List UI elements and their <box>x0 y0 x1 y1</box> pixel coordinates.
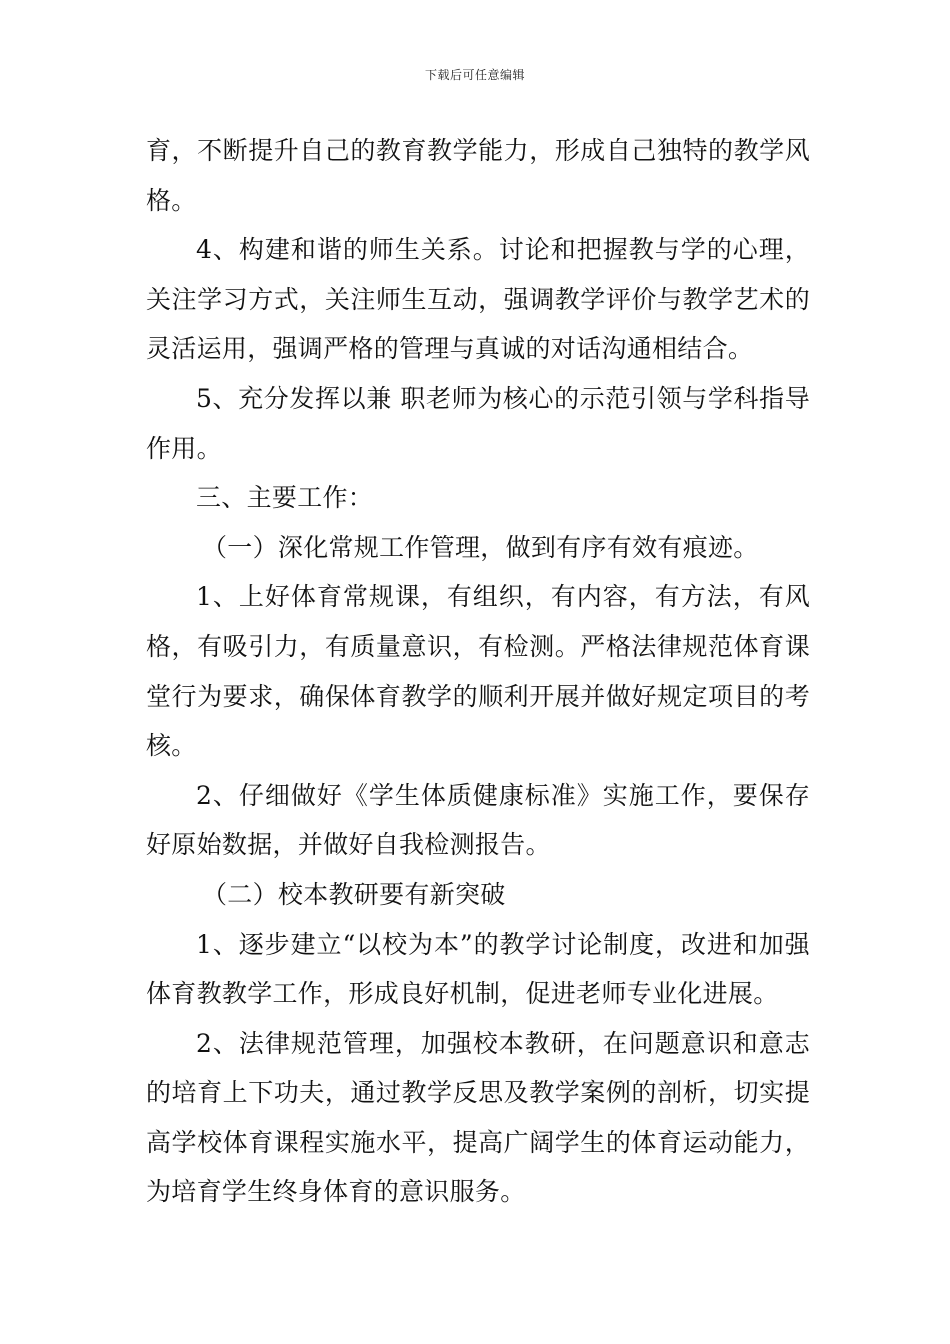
paragraph: 1、上好体育常规课，有组织，有内容，有方法，有风格，有吸引力，有质量意识，有检测。严格法律规范体育课堂行为要求，确保体育教学的顺利开展并做好规定项目的考核。 <box>146 582 810 761</box>
paragraph: 2、法律规范管理，加强校本教研，在问题意识和意志的培育上下功夫，通过教学反思及教学案例的剖析，切实提高学校体育课程实施水平，提高广阔学生的体育运动能力，为培育学生终身体育的意识服务。 <box>146 1028 810 1207</box>
subsection-heading: （一）深化常规工作管理，做到有序有效有痕迹。 <box>202 532 759 562</box>
page-header-note: 下载后可任意编辑 <box>424 68 525 82</box>
document-body <box>146 126 810 1217</box>
section-heading: 三、主要工作： <box>196 483 374 513</box>
paragraph: 1、逐步建立“以校为本”的教学讨论制度，改进和加强体育教教学工作，形成良好机制，促进老师专业化进展。 <box>146 929 810 1009</box>
paragraph: 4、构建和谐的师生关系。讨论和把握教与学的心理，关注学习方式，关注师生互动，强调教学评价与教学艺术的灵活运用，强调严格的管理与真诚的对话沟通相结合。 <box>146 235 810 364</box>
subsection-heading: （二）校本教研要有新突破 <box>202 879 506 909</box>
paragraph: 育，不断提升自己的教育教学能力，形成自己独特的教学风格。 <box>146 136 810 215</box>
paragraph: 2、仔细做好《学生体质健康标准》实施工作，要保存好原始数据，并做好自我检测报告。 <box>146 780 810 860</box>
paragraph: 5、充分发挥以兼 职老师为核心的示范引领与学科指导作用。 <box>146 383 810 463</box>
